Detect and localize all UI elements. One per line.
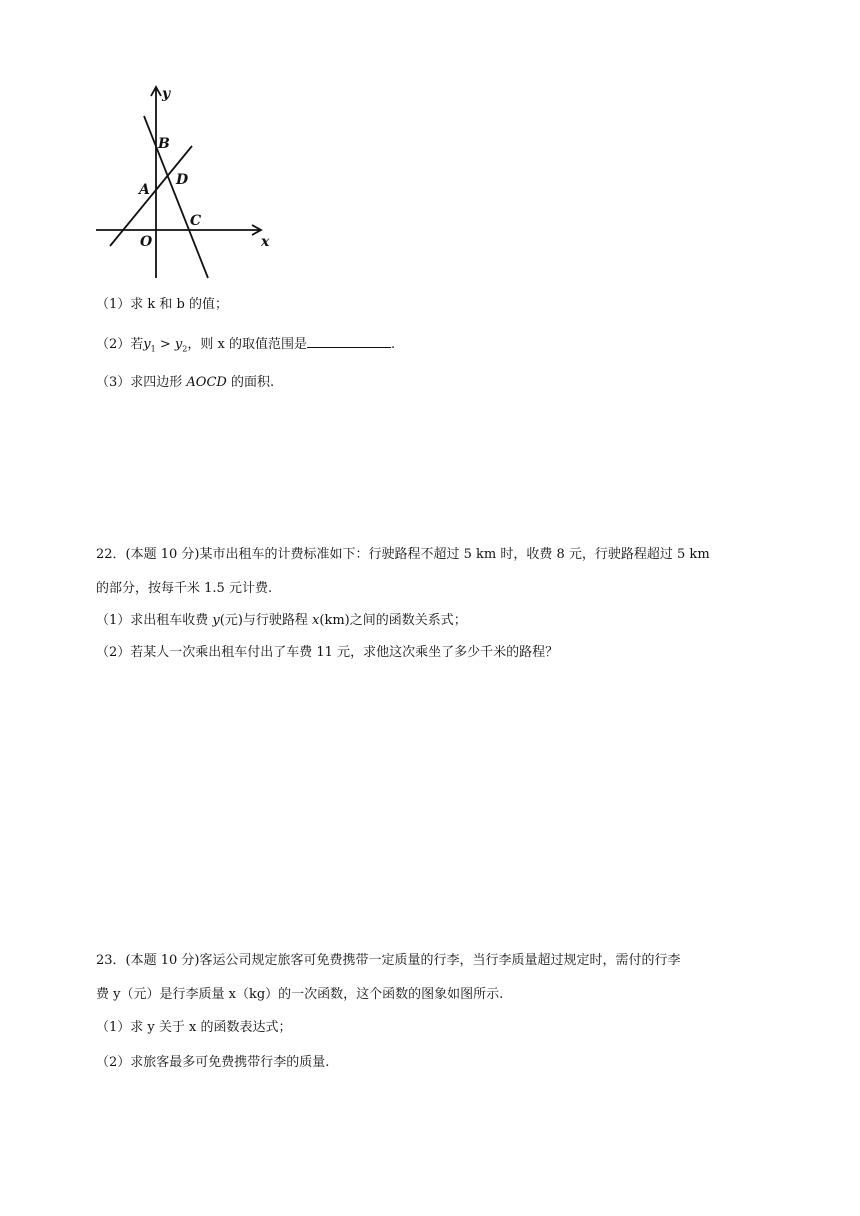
- q22-part1-y: y: [212, 613, 220, 628]
- q22-part1-b: (元)与行驶路程: [219, 613, 313, 628]
- label-d: D: [176, 172, 189, 188]
- q21-part2: [96, 333, 395, 354]
- q21-part2-end: .: [390, 337, 396, 352]
- q21-part2-y2: y: [174, 337, 183, 352]
- label-origin: O: [140, 234, 153, 250]
- q22-part1-x: x: [312, 613, 320, 628]
- q21-part2-prefix: （2）若: [96, 337, 144, 352]
- line-y2: [144, 116, 208, 278]
- q22-stem-line2: 的部分，按每千米 1.5 元计费.: [96, 581, 273, 596]
- q21-part3-prefix: （3）求四边形: [96, 375, 187, 390]
- line-y1: [110, 146, 192, 246]
- label-y: y: [162, 86, 171, 102]
- label-a: A: [139, 182, 150, 198]
- label-c: C: [190, 213, 202, 229]
- q23-part2: （2）求旅客最多可免费携带行李的质量.: [96, 1055, 330, 1070]
- q21-part3-name: AOCD: [186, 375, 227, 390]
- q21-part1: （1）求 k 和 b 的值；: [96, 297, 228, 312]
- q21-part3-suffix: 的面积.: [226, 375, 275, 390]
- q21-part2-gt: >: [155, 337, 175, 352]
- q22-part2: （2）若某人一次乘出租车付出了车费 11 元，求他这次乘坐了多少千米的路程？: [96, 645, 559, 660]
- answer-blank: [307, 335, 391, 348]
- q21-part2-y1: y: [143, 337, 151, 352]
- q21-part2-suffix: ，则 x 的取值范围是: [187, 337, 307, 352]
- q23-stem-line1: 23．(本题 10 分)客运公司规定旅客可免费携带一定质量的行李，当行李质量超过规定时，需付的行李: [96, 953, 681, 968]
- line-graph-svg: [92, 84, 276, 280]
- q23-stem-line2: 费 y（元）是行李质量 x（kg）的一次函数，这个函数的图象如图所示.: [96, 987, 504, 1002]
- q22-part1-c: (km)之间的函数关系式；: [319, 613, 467, 628]
- q21-part2-sub2: 2: [182, 344, 188, 354]
- q22-part1-a: （1）求出租车收费: [96, 613, 213, 628]
- q21-part2-sub1: 1: [150, 344, 156, 354]
- label-b: B: [158, 136, 170, 152]
- q22-stem-line1: 22．(本题 10 分)某市出租车的计费标准如下：行驶路程不超过 5 km 时，收费 8 元，行驶路程超过 5 km: [96, 547, 710, 562]
- label-x: x: [261, 234, 270, 250]
- q23-part1: （1）求 y 关于 x 的函数表达式；: [96, 1020, 292, 1035]
- coordinate-figure: [92, 84, 276, 280]
- q21-part3: [96, 371, 274, 390]
- q22-part1: [96, 609, 467, 628]
